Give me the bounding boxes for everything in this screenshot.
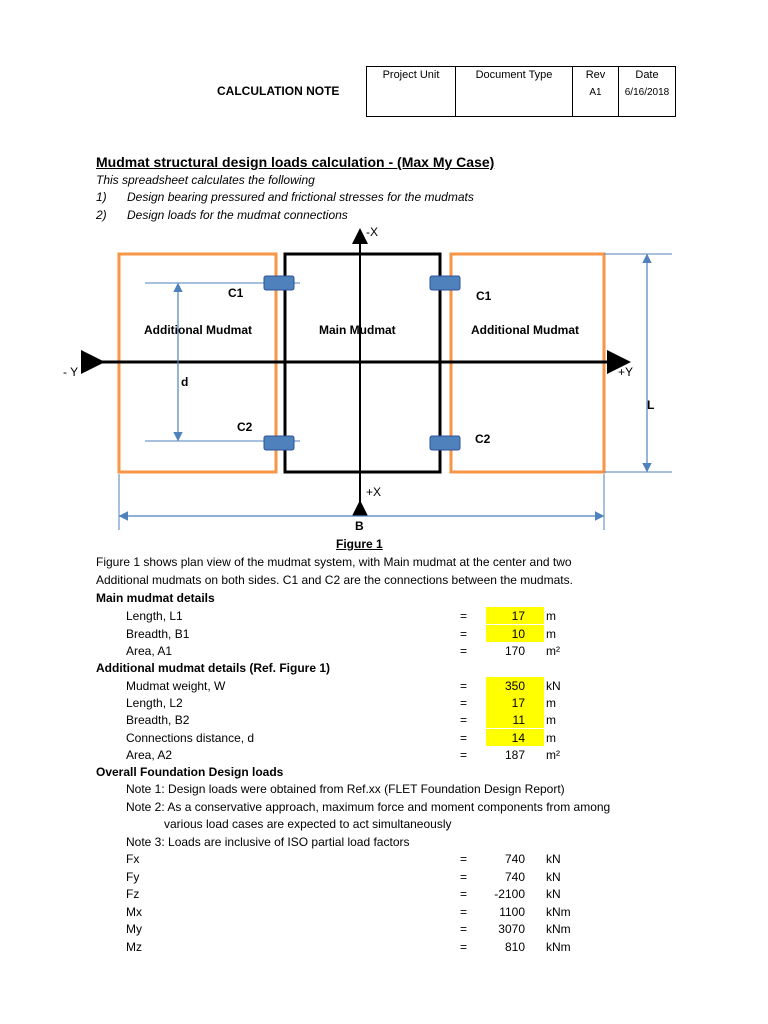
figure-caption: Figure 1	[336, 537, 383, 551]
main-mudmat-label: Main Mudmat	[319, 323, 396, 337]
connector-c1-left	[264, 276, 294, 290]
main-detail-equals: =	[460, 644, 468, 658]
c1-left-label: C1	[228, 286, 244, 300]
load-label: Mz	[126, 940, 142, 954]
load-equals: =	[460, 904, 468, 919]
additional-detail-label: Area, A2	[126, 747, 173, 762]
additional-detail-unit: m²	[546, 747, 560, 762]
additional-detail-label: Breadth, B2	[126, 713, 190, 728]
note-2: Note 2: As a conservative approach, maximum force and moment components from among	[126, 800, 611, 814]
c2-right-label: C2	[475, 432, 491, 446]
main-detail-value: 17	[511, 609, 525, 623]
main-detail-value: 10	[511, 626, 525, 641]
load-value: 740	[504, 869, 525, 884]
main-detail-label: Breadth, B1	[126, 626, 190, 641]
additional-detail-label: Length, L2	[126, 696, 183, 711]
c1-right-label: C1	[476, 289, 492, 303]
neg-x-label: -X	[366, 225, 378, 239]
c2-left-label: C2	[237, 420, 253, 434]
figure-description: Figure 1 shows plan view of the mudmat system, with Main mudmat at the center and two	[96, 555, 572, 569]
load-label: Mx	[126, 904, 142, 919]
connector-c2-left	[264, 436, 294, 450]
additional-detail-value: 14	[511, 730, 525, 745]
connector-c1-right	[430, 276, 460, 290]
main-detail-equals: =	[460, 626, 468, 641]
figure-description: Additional mudmats on both sides. C1 and C2 are the connections between the mudmats.	[96, 573, 573, 587]
main-detail-label: Length, L1	[126, 609, 183, 623]
note-2-continued: various load cases are expected to act simultaneously	[164, 817, 452, 831]
load-unit: kN	[546, 869, 561, 884]
additional-detail-equals: =	[460, 747, 468, 762]
page-title: Mudmat structural design loads calculation - (Max My Case)	[96, 154, 495, 170]
additional-detail-equals: =	[460, 696, 468, 711]
header-label: Date	[635, 69, 659, 81]
intro-item-text: Design loads for the mudmat connections	[127, 208, 348, 222]
load-value: -2100	[494, 887, 525, 902]
load-unit: kNm	[546, 940, 571, 954]
load-value: 3070	[498, 922, 525, 937]
additional-detail-value: 350	[504, 679, 525, 693]
d-label: d	[181, 375, 189, 389]
additional-detail-label: Mudmat weight, W	[126, 679, 226, 693]
load-equals: =	[460, 887, 468, 902]
load-value: 810	[504, 940, 525, 954]
additional-detail-unit: m	[546, 730, 556, 745]
load-label: Fz	[126, 887, 140, 902]
additional-detail-value: 187	[504, 747, 525, 762]
main-detail-equals: =	[460, 609, 468, 623]
loads-heading: Overall Foundation Design loads	[96, 765, 284, 779]
header-label: Rev	[585, 69, 606, 81]
additional-detail-equals: =	[460, 730, 468, 745]
load-equals: =	[460, 869, 468, 884]
additional-detail-unit: kN	[546, 679, 561, 693]
note-3: Note 3: Loads are inclusive of ISO partial load factors	[126, 835, 410, 849]
connector-c2-right	[430, 436, 460, 450]
additional-detail-unit: m	[546, 696, 556, 711]
header-label: Document Type	[475, 69, 553, 81]
pos-x-label: +X	[366, 485, 382, 499]
load-unit: kNm	[546, 904, 571, 919]
load-equals: =	[460, 852, 468, 866]
intro-item-number: 1)	[96, 190, 107, 204]
header-value: 6/16/2018	[624, 87, 670, 98]
intro-text: This spreadsheet calculates the following	[96, 173, 315, 187]
load-value: 740	[504, 852, 525, 866]
main-detail-unit: m²	[546, 644, 560, 658]
additional-detail-value: 17	[511, 696, 525, 711]
main-detail-unit: m	[546, 609, 556, 623]
load-unit: kNm	[546, 922, 571, 937]
header-value: A1	[589, 87, 602, 98]
additional-detail-unit: m	[546, 713, 556, 728]
additional-detail-value: 11	[512, 713, 525, 728]
load-unit: kN	[546, 887, 561, 902]
intro-item-text: Design bearing pressured and frictional stresses for the mudmats	[127, 190, 474, 204]
additional-mudmat-right-label: Additional Mudmat	[471, 323, 579, 337]
additional-detail-equals: =	[460, 679, 468, 693]
main-detail-unit: m	[546, 626, 556, 641]
load-label: Fx	[126, 852, 140, 866]
load-unit: kN	[546, 852, 561, 866]
additional-detail-equals: =	[460, 713, 468, 728]
load-equals: =	[460, 922, 468, 937]
load-value: 1100	[499, 904, 525, 919]
intro-item-number: 2)	[96, 208, 107, 222]
load-label: Fy	[126, 869, 140, 884]
header-label: Project Unit	[382, 69, 440, 81]
additional-mudmat-heading: Additional mudmat details (Ref. Figure 1)	[96, 661, 331, 675]
note-1: Note 1: Design loads were obtained from Ref.xx (FLET Foundation Design Report)	[126, 782, 565, 796]
additional-detail-label: Connections distance, d	[126, 730, 255, 745]
load-label: My	[126, 922, 142, 937]
main-mudmat-heading: Main mudmat details	[96, 591, 215, 605]
calculation-note-label: CALCULATION NOTE	[217, 84, 340, 98]
load-equals: =	[460, 940, 468, 954]
neg-y-label: - Y	[63, 365, 79, 379]
main-detail-label: Area, A1	[126, 644, 173, 658]
additional-mudmat-left-label: Additional Mudmat	[144, 323, 252, 337]
main-detail-value: 170	[504, 644, 525, 658]
b-label: B	[355, 519, 364, 533]
l-label: L	[647, 398, 655, 412]
pos-y-label: +Y	[618, 365, 634, 379]
